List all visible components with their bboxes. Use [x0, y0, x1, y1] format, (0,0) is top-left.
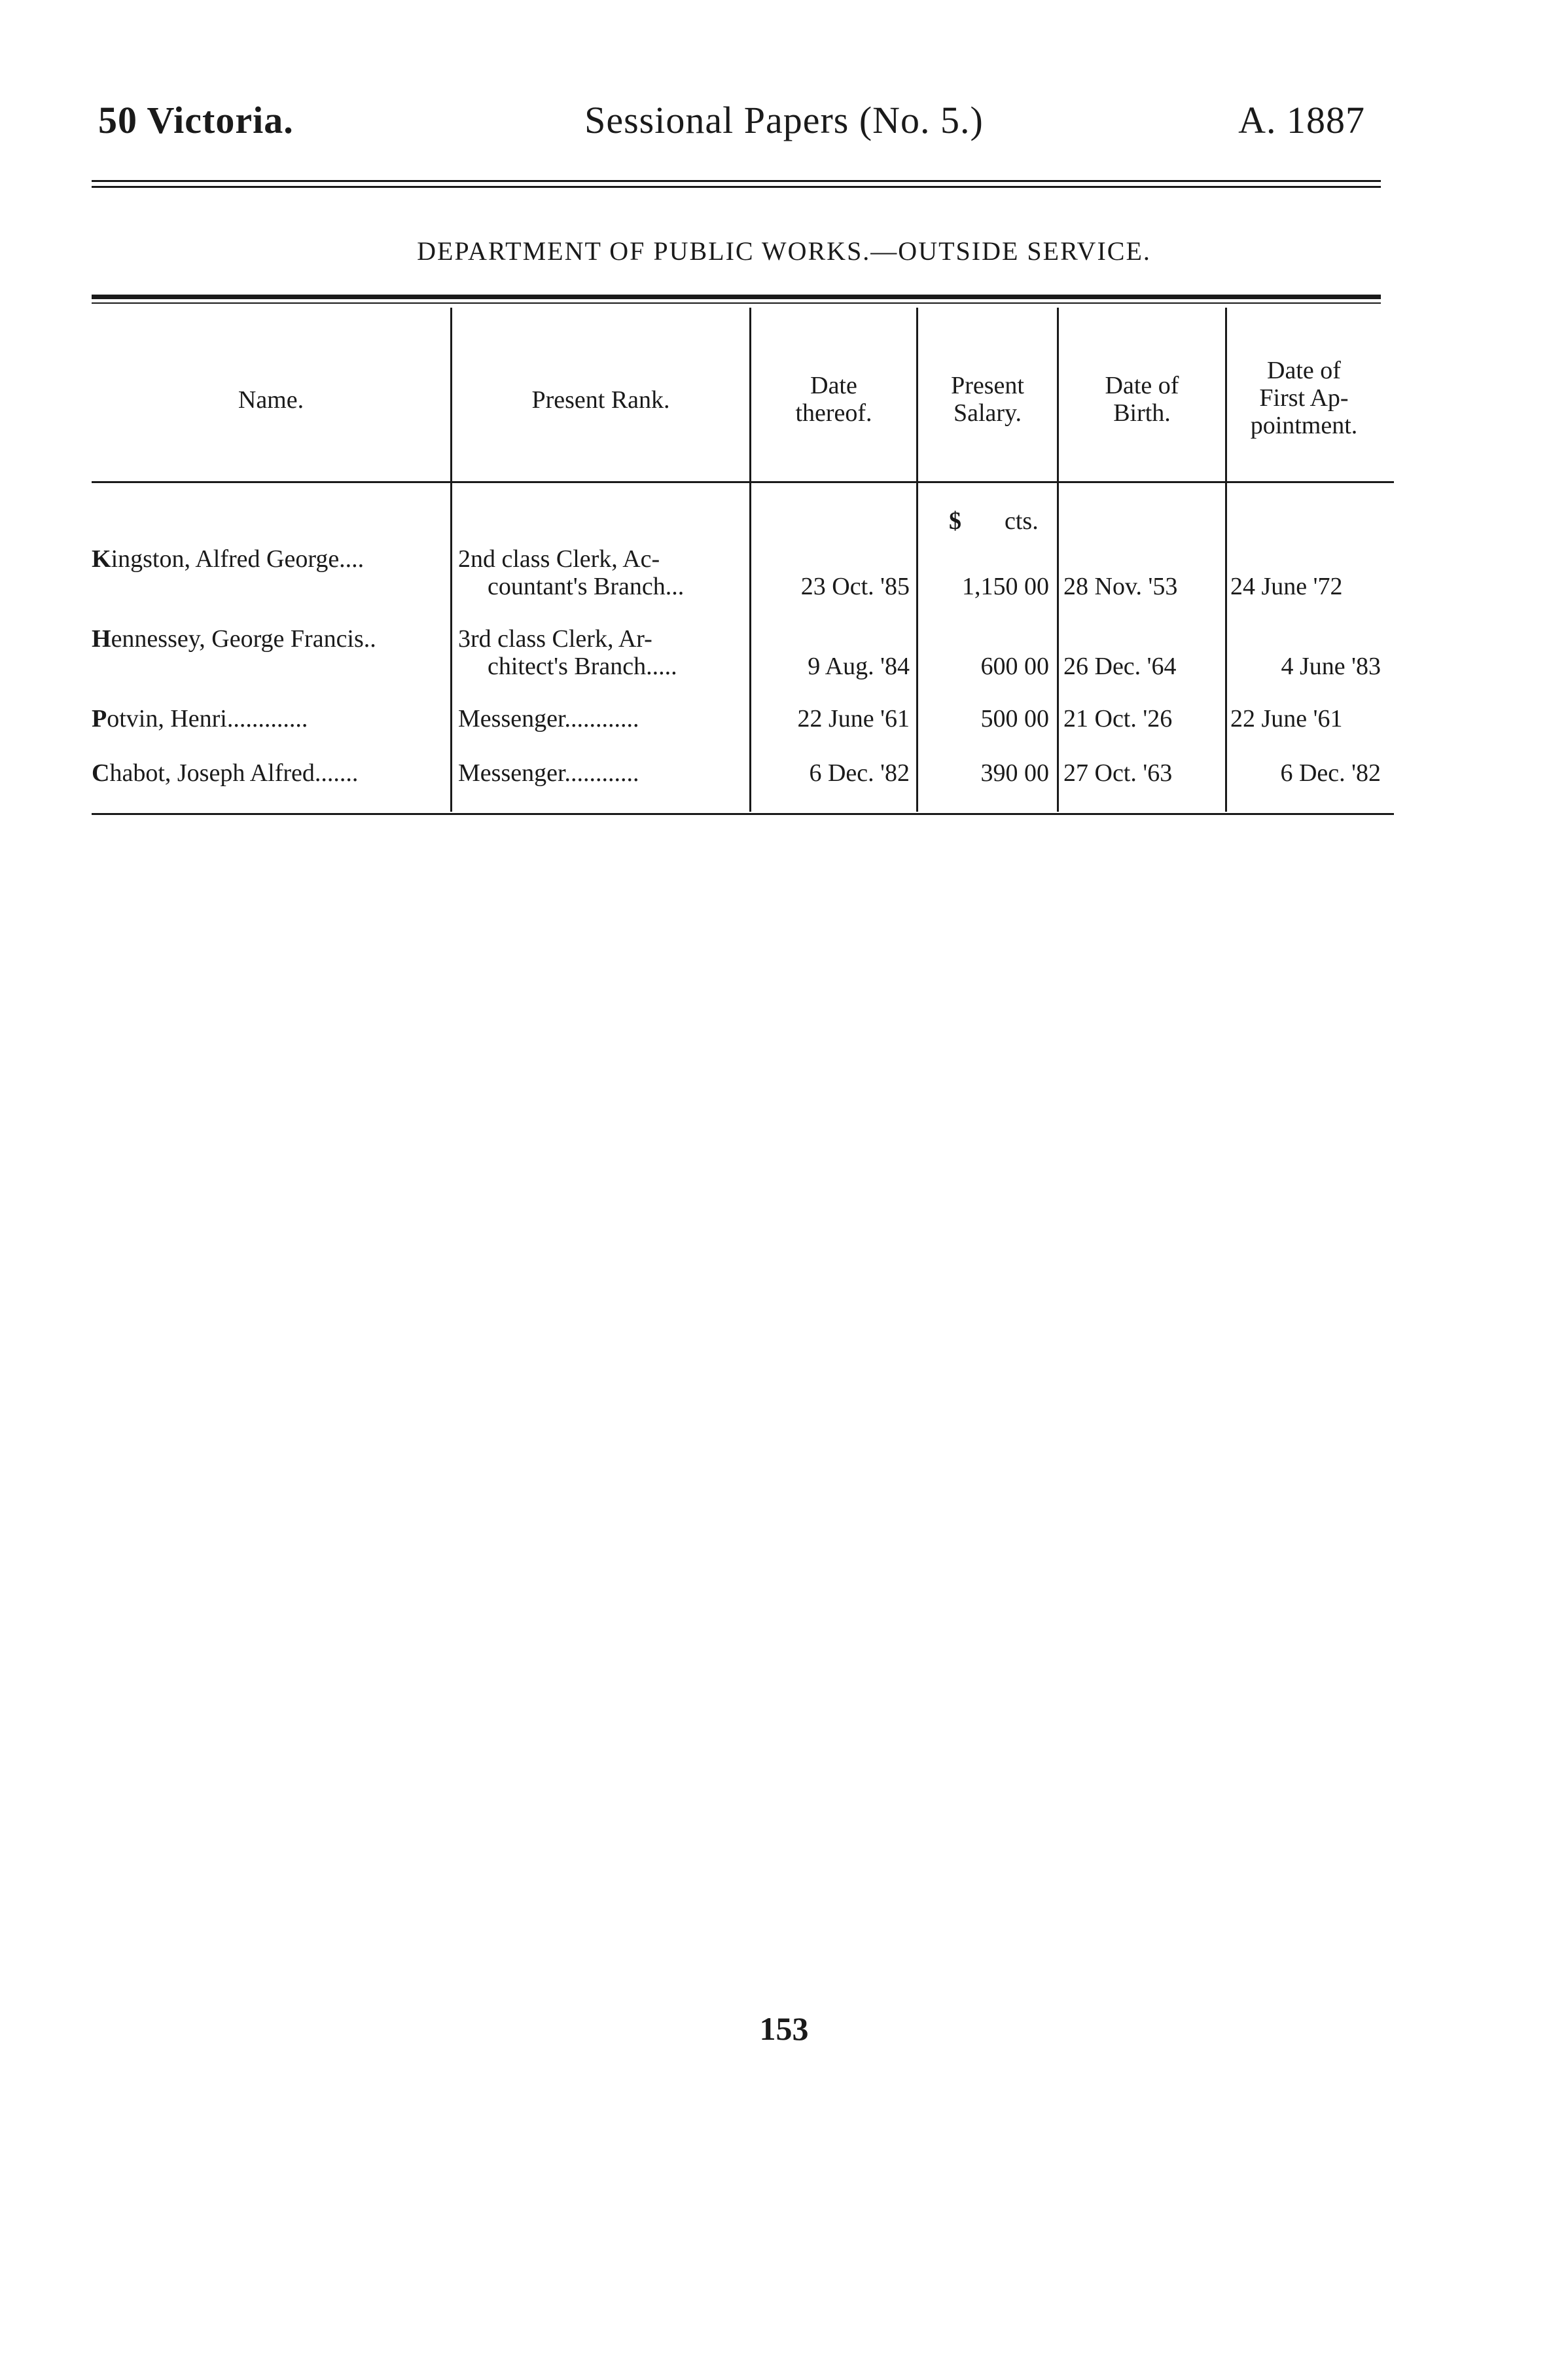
- header-rule-top: [92, 180, 1381, 182]
- units-dollar-sign: $: [949, 507, 961, 535]
- units-cents: cts.: [1005, 507, 1039, 535]
- row-appointment: 24 June '72: [1230, 573, 1343, 600]
- row-appointment: 6 Dec. '82: [1280, 759, 1381, 787]
- row-date-thereof: 6 Dec. '82: [809, 759, 910, 787]
- table-top-rule-thin: [92, 302, 1381, 304]
- column-header-date-thereof: Date thereof.: [795, 372, 872, 427]
- row-date-thereof: 22 June '61: [797, 705, 910, 733]
- row-birth: 21 Oct. '26: [1063, 705, 1173, 733]
- column-header-name: Name.: [238, 386, 304, 414]
- row-salary: 500 00: [980, 705, 1049, 733]
- page-number: 153: [759, 2010, 809, 2047]
- row-salary: 1,150 00: [962, 573, 1049, 600]
- row-name: Chabot, Joseph Alfred.......: [92, 759, 359, 787]
- header-row-rule: [92, 481, 1394, 483]
- row-appointment: 4 June '83: [1281, 653, 1381, 680]
- row-date-thereof: 23 Oct. '85: [800, 573, 910, 600]
- row-name: Hennessey, George Francis..: [92, 625, 376, 653]
- row-salary: 600 00: [980, 653, 1049, 680]
- row-rank-line1: Messenger............: [458, 759, 639, 787]
- row-rank-line1: 3rd class Clerk, Ar-: [458, 625, 652, 653]
- row-rank-line1: Messenger............: [458, 705, 639, 733]
- table-top-rule: [92, 295, 1381, 299]
- table-title: DEPARTMENT OF PUBLIC WORKS.—OUTSIDE SERVICE.: [417, 236, 1151, 266]
- row-name: Potvin, Henri.............: [92, 705, 308, 733]
- column-header-birth: Date of Birth.: [1105, 372, 1179, 427]
- header-series: Sessional Papers (No. 5.): [584, 99, 984, 141]
- row-appointment: 22 June '61: [1230, 705, 1343, 733]
- table-bottom-rule: [92, 813, 1394, 815]
- header-rule-bottom: [92, 186, 1381, 188]
- row-rank-line2: countant's Branch...: [488, 573, 685, 600]
- row-birth: 26 Dec. '64: [1063, 653, 1177, 680]
- row-name: Kingston, Alfred George....: [92, 545, 365, 573]
- header-volume: 50 Victoria.: [98, 99, 294, 141]
- header-year: A. 1887: [1238, 99, 1365, 141]
- row-date-thereof: 9 Aug. '84: [808, 653, 910, 680]
- column-header-salary: Present Salary.: [951, 372, 1024, 427]
- row-rank-line2: chitect's Branch.....: [488, 653, 677, 680]
- column-divider: [450, 308, 452, 812]
- column-header-appointment: Date of First Ap- pointment.: [1250, 357, 1358, 439]
- row-salary: 390 00: [980, 759, 1049, 787]
- row-rank-line1: 2nd class Clerk, Ac-: [458, 545, 660, 573]
- row-birth: 27 Oct. '63: [1063, 759, 1173, 787]
- column-header-rank: Present Rank.: [531, 386, 670, 414]
- row-birth: 28 Nov. '53: [1063, 573, 1178, 600]
